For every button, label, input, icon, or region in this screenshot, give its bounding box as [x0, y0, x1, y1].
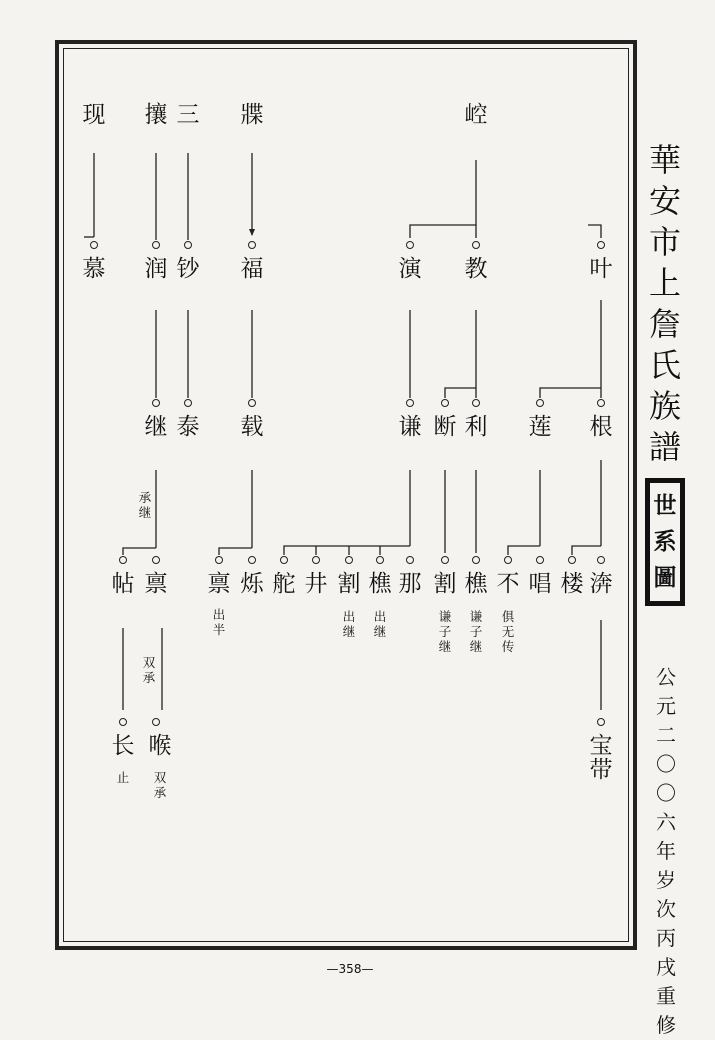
name-shuo: 烁 [240, 571, 264, 597]
node-circle [345, 556, 353, 564]
name-run: 润 [144, 256, 168, 282]
name-mu: 慕 [82, 256, 106, 282]
node-circle [597, 718, 605, 726]
name-bing2: 禀 [207, 571, 231, 597]
name-li: 利 [464, 414, 488, 440]
revision-note: 公元二〇〇六年岁次丙戌重修 [656, 665, 676, 1037]
name-xian: 现 [82, 102, 106, 128]
name-die: 牃 [240, 102, 264, 128]
node-circle [184, 241, 192, 249]
name-qian: 谦 [398, 414, 422, 440]
name-qiao2: 樵 [464, 571, 488, 597]
node-circle [441, 399, 449, 407]
note-chengji: 承继 [138, 490, 152, 520]
node-circle [597, 241, 605, 249]
name-ye: 叶 [589, 256, 613, 282]
name-yan: 演 [398, 256, 422, 282]
node-circle [597, 399, 605, 407]
name-qiao: 樵 [368, 571, 392, 597]
note-qianzi-2: 谦子继 [469, 609, 483, 654]
note-shuangcheng-2: 双承 [153, 770, 167, 800]
node-circle [248, 399, 256, 407]
node-circle [406, 556, 414, 564]
name-fu: 福 [240, 256, 264, 282]
node-circle [597, 556, 605, 564]
name-jing: 井 [304, 571, 328, 597]
node-circle [312, 556, 320, 564]
node-circle [406, 399, 414, 407]
name-ji2: 渀 [589, 571, 613, 597]
name-chang2: 长 [111, 733, 135, 759]
node-circle [472, 241, 480, 249]
node-circle [152, 399, 160, 407]
node-circle [568, 556, 576, 564]
name-san: 三 [176, 102, 200, 128]
note-juwuchuan: 俱无传 [501, 609, 515, 654]
name-tai: 泰 [176, 414, 200, 440]
note-zhi: 止 [116, 770, 130, 785]
name-rang: 攘 [144, 102, 168, 128]
name-zai: 载 [240, 414, 264, 440]
name-lian: 莲 [528, 414, 552, 440]
node-circle [472, 556, 480, 564]
page-number: —358— [326, 962, 374, 976]
name-bing: 禀 [144, 571, 168, 597]
name-chang: 唱 [528, 571, 552, 597]
node-circle [248, 241, 256, 249]
name-ge2: 割 [433, 571, 457, 597]
node-circle [152, 718, 160, 726]
name-lou: 楼 [560, 571, 584, 597]
name-bu: 不 [496, 571, 520, 597]
node-circle [152, 556, 160, 564]
node-circle [90, 241, 98, 249]
note-chuji-1: 出继 [342, 609, 356, 639]
node-circle [119, 556, 127, 564]
node-circle [472, 399, 480, 407]
node-circle [504, 556, 512, 564]
section-title: 世系圖 [653, 492, 677, 591]
name-hou: 喉 [148, 733, 172, 759]
note-qianzi: 谦子继 [438, 609, 452, 654]
book-title: 華安市上詹氏族譜 [648, 141, 681, 466]
node-circle [376, 556, 384, 564]
name-chao: 钞 [176, 256, 200, 282]
name-duan: 断 [433, 414, 457, 440]
name-jiao: 教 [464, 256, 488, 282]
node-circle [215, 556, 223, 564]
name-baodai: 宝带 [589, 733, 613, 783]
node-circle [536, 399, 544, 407]
node-circle [406, 241, 414, 249]
name-tuo: 舵 [272, 571, 296, 597]
name-gen: 根 [589, 414, 613, 440]
node-circle [536, 556, 544, 564]
name-kong: 崆 [464, 102, 488, 128]
node-circle [280, 556, 288, 564]
note-chuji-2: 出继 [373, 609, 387, 639]
note-chuban: 出半 [212, 607, 226, 637]
node-circle [119, 718, 127, 726]
node-circle [152, 241, 160, 249]
name-na: 那 [398, 571, 422, 597]
node-circle [441, 556, 449, 564]
note-shuangcheng-1: 双承 [142, 655, 156, 685]
name-ji: 继 [144, 414, 168, 440]
name-ge: 割 [337, 571, 361, 597]
node-circle [248, 556, 256, 564]
node-circle [184, 399, 192, 407]
name-tie: 帖 [111, 571, 135, 597]
